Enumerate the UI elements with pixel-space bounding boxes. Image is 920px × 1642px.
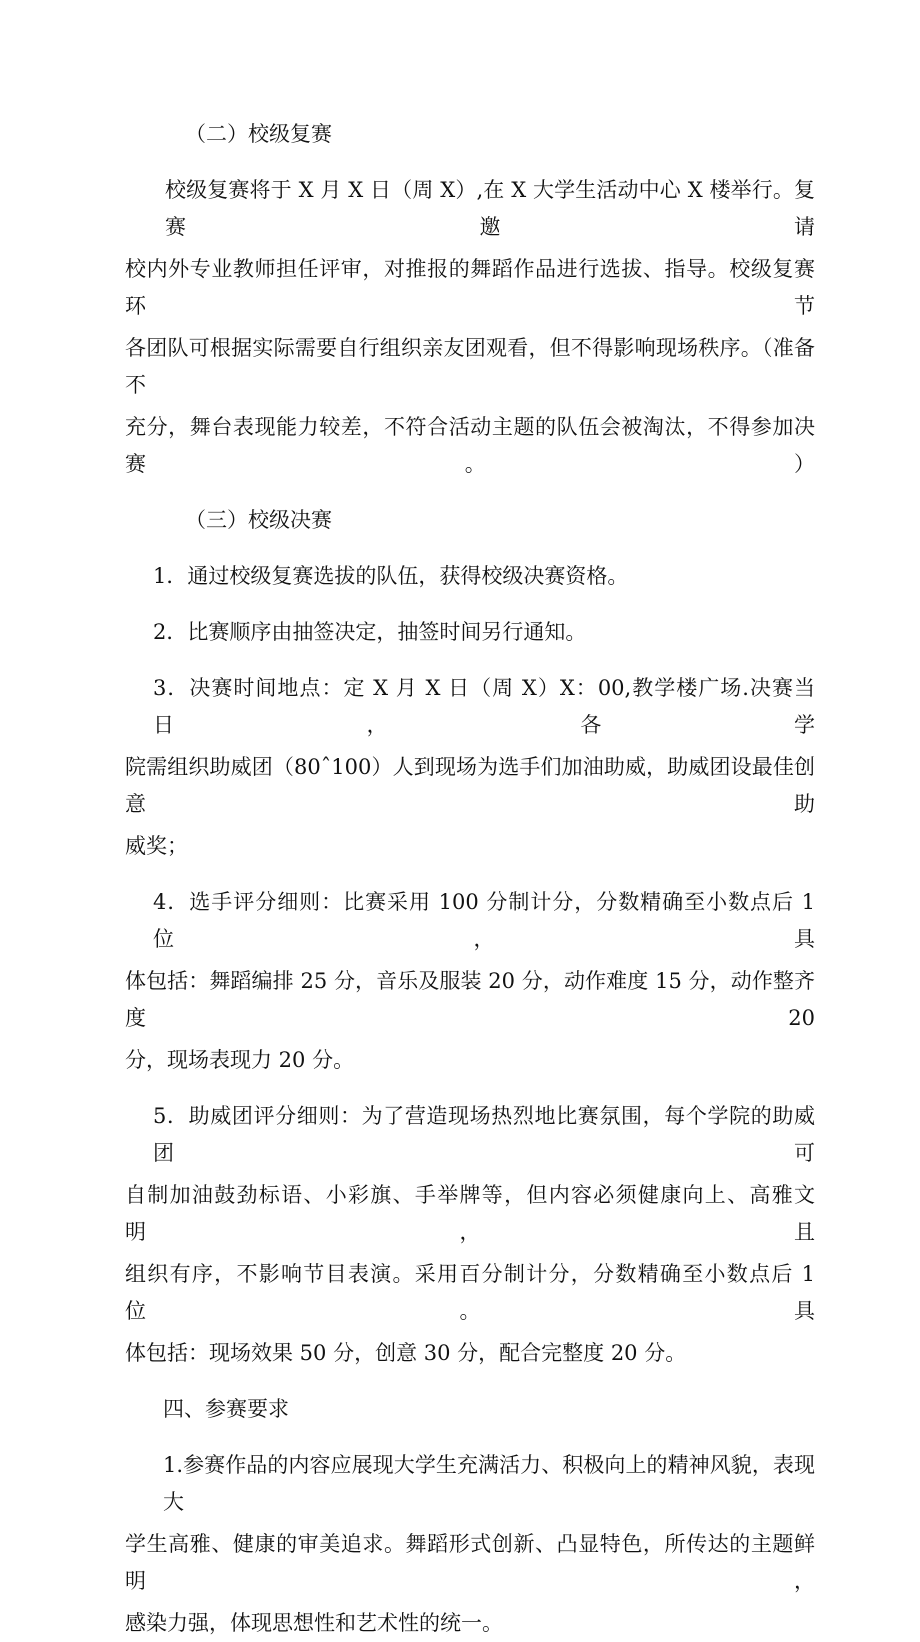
paragraph-line: 各团队可根据实际需要自行组织亲友团观看，但不得影响现场秩序。（准备不 (125, 336, 815, 397)
paragraph-semifinal (125, 172, 815, 483)
paragraph-line: 院需组织助威团（80ˆ100）人到现场为选手们加油助威，助威团设最佳创意助 (125, 755, 815, 816)
paragraph-line: 5．助威团评分细则：为了营造现场热烈地比赛氛围，每个学院的助威团可 (153, 1104, 815, 1165)
paragraph-line: 体包括：现场效果 50 分，创意 30 分，配合完整度 20 分。 (125, 1341, 687, 1365)
paragraph-line: 3．决赛时间地点：定 X 月 X 日（周 X）X：00,教学楼广场.决赛当日，各学 (153, 676, 815, 737)
paragraph-line: 4．选手评分细则：比赛采用 100 分制计分，分数精确至小数点后 1 位，具 (153, 890, 815, 951)
list-item-1: 1．通过校级复赛选拔的队伍，获得校级决赛资格。 (153, 564, 629, 588)
heading-entry-requirements: 四、参赛要求 (163, 1397, 289, 1421)
list-item-5 (125, 1098, 815, 1372)
paragraph-line: 自制加油鼓劲标语、小彩旗、手举牌等，但内容必须健康向上、高雅文明，且 (125, 1183, 815, 1244)
paragraph-line: 充分，舞台表现能力较差，不符合活动主题的队伍会被淘汰，不得参加决赛。） (125, 415, 815, 476)
requirement-1 (125, 1447, 815, 1642)
heading-school-semifinal: （二）校级复赛 (185, 122, 332, 146)
list-item-4 (125, 884, 815, 1079)
paragraph-line: 分，现场表现力 20 分。 (125, 1048, 355, 1072)
list-item-2: 2．比赛顺序由抽签决定，抽签时间另行通知。 (153, 620, 587, 644)
paragraph-line: 感染力强，体现思想性和艺术性的统一。 (125, 1611, 503, 1635)
paragraph-line: 威奖； (125, 834, 188, 858)
paragraph-line: 体包括：舞蹈编排 25 分，音乐及服装 20 分，动作难度 15 分，动作整齐度 20 (125, 969, 815, 1030)
paragraph-line: 学生高雅、健康的审美追求。舞蹈形式创新、凸显特色，所传达的主题鲜明， (125, 1532, 815, 1593)
heading-school-final: （三）校级决赛 (185, 508, 332, 532)
paragraph-line: 校级复赛将于 X 月 X 日（周 X）,在 X 大学生活动中心 X 楼举行。复赛邀请 (165, 178, 815, 239)
paragraph-line: 校内外专业教师担任评审，对推报的舞蹈作品进行选拔、指导。校级复赛环节 (125, 257, 815, 318)
document-body (125, 116, 815, 1642)
list-item-3 (125, 670, 815, 865)
paragraph-line: 组织有序，不影响节目表演。采用百分制计分，分数精确至小数点后 1 位。具 (125, 1262, 815, 1323)
paragraph-line: 1.参赛作品的内容应展现大学生充满活力、积极向上的精神风貌，表现大 (163, 1453, 815, 1514)
